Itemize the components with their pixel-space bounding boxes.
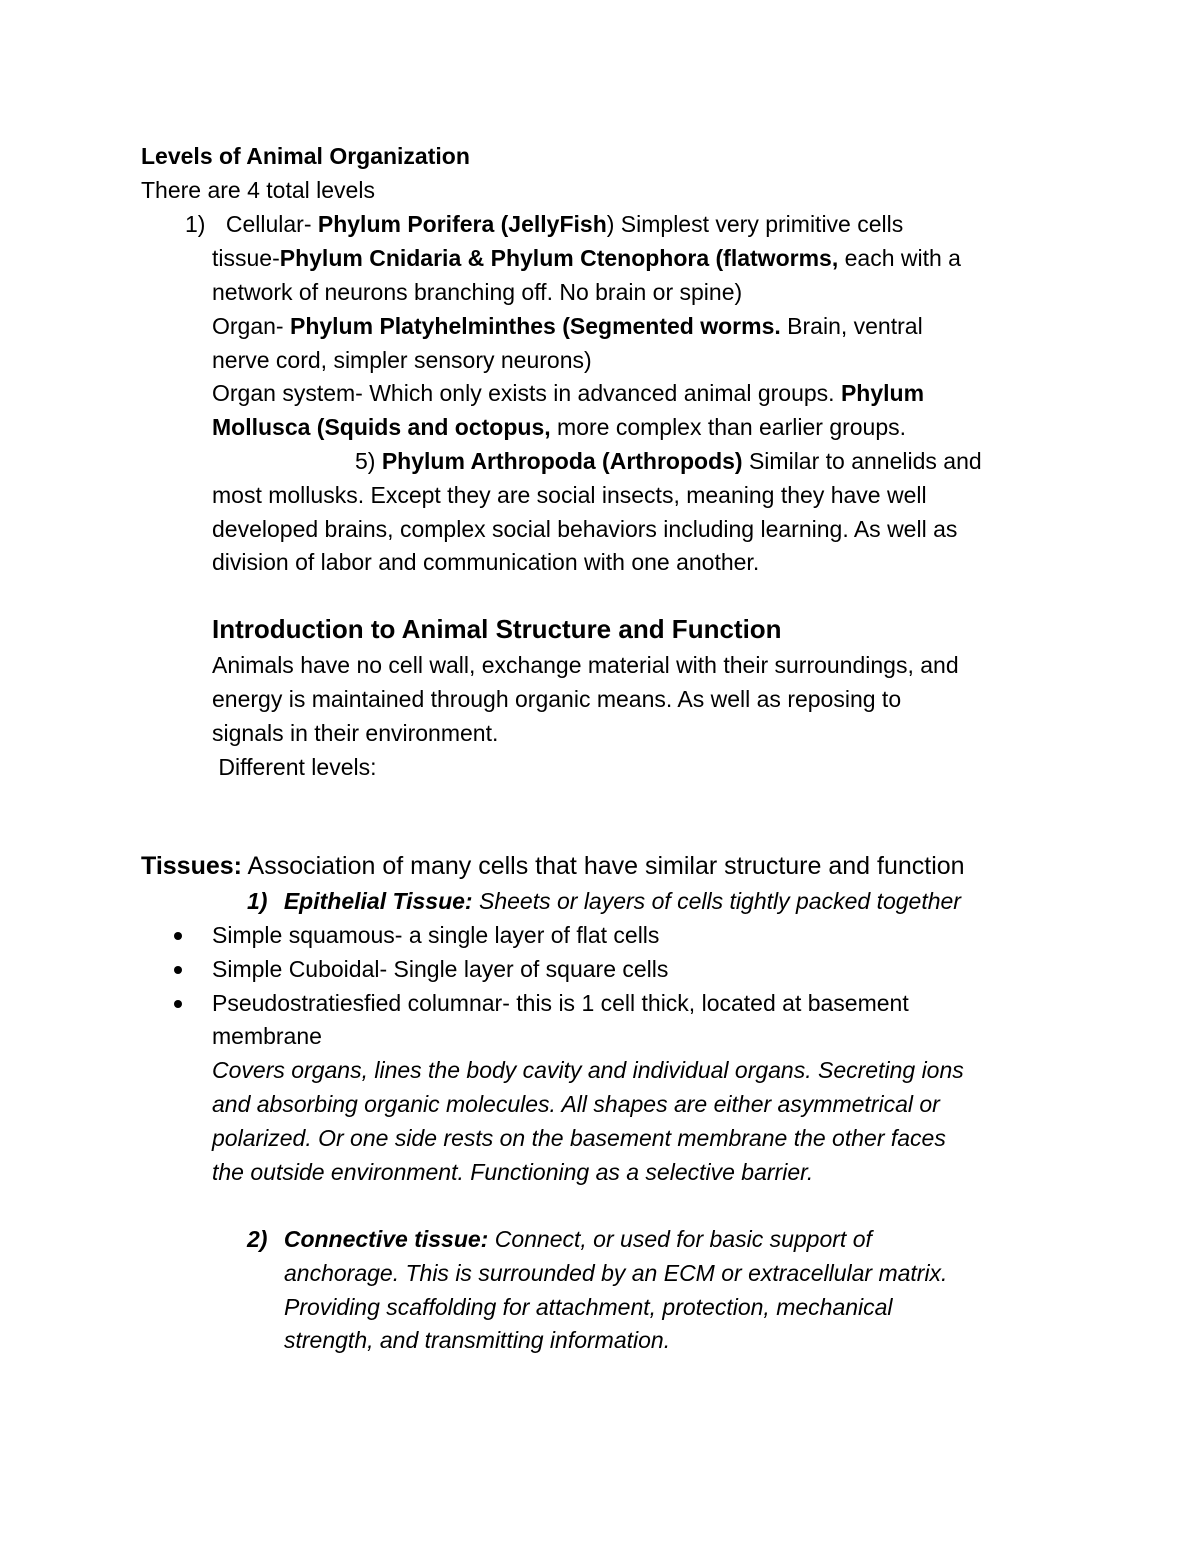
- paragraph-line: network of neurons branching off. No brain or spine): [212, 279, 743, 305]
- list-item-continuation: membrane: [212, 1023, 322, 1049]
- italic-paragraph-line: Providing scaffolding for attachment, protection, mechanical: [284, 1294, 893, 1320]
- connective-label: Connective tissue:: [283, 1226, 489, 1252]
- paragraph-line: developed brains, complex social behaviors including learning. As well as: [212, 516, 958, 542]
- text: Similar to annelids and: [742, 448, 982, 474]
- list-number: 2): [247, 1226, 268, 1252]
- bold-text: Phylum Porifera (JellyFish: [317, 211, 607, 237]
- paragraph-line: Animals have no cell wall, exchange material with their surroundings, and: [212, 652, 959, 678]
- bold-text: Phylum: [840, 380, 925, 406]
- bold-text: Phylum Arthropoda (Arthropods): [381, 448, 743, 474]
- italic-paragraph-line: strength, and transmitting information.: [284, 1327, 671, 1353]
- section-title-levels: Levels of Animal Organization: [141, 143, 470, 169]
- list-item: Simple Cuboidal- Single layer of square cells: [212, 956, 669, 982]
- italic-text: Sheets or layers of cells tightly packed together: [472, 888, 961, 914]
- italic-text: Connect, or used for basic support of: [488, 1226, 872, 1252]
- paragraph-line: signals in their environment.: [212, 720, 499, 746]
- paragraph-line: energy is maintained through organic means. As well as reposing to: [212, 686, 902, 712]
- italic-paragraph-line: Covers organs, lines the body cavity and individual organs. Secreting ions: [212, 1057, 964, 1083]
- text: Association of many cells that have similar structure and function: [241, 852, 965, 880]
- organ-system-line: [212, 378, 924, 408]
- paragraph-line: division of labor and communication with one another.: [212, 549, 760, 575]
- text: Organ-: [212, 313, 290, 339]
- text: Brain, ventral: [780, 313, 923, 339]
- italic-paragraph-line: anchorage. This is surrounded by an ECM or extracellular matrix.: [284, 1260, 948, 1286]
- text: tissue-: [212, 245, 280, 271]
- bold-text: Phylum Platyhelminthes (Segmented worms.: [289, 313, 781, 339]
- list-item: Pseudostratiesfied columnar- this is 1 cell thick, located at basement: [212, 990, 909, 1016]
- text: each with a: [838, 245, 961, 271]
- list-number: 5): [355, 448, 382, 474]
- list-number: 1): [185, 211, 206, 237]
- italic-paragraph-line: and absorbing organic molecules. All shapes are either asymmetrical or: [212, 1091, 940, 1117]
- levels-intro: There are 4 total levels: [141, 177, 375, 203]
- tissues-line: [141, 851, 965, 881]
- paragraph-line: most mollusks. Except they are social insects, meaning they have well: [212, 482, 927, 508]
- paragraph-line: Different levels:: [212, 754, 377, 780]
- epithelial-label: Epithelial Tissue:: [283, 888, 473, 914]
- list-item: Simple squamous- a single layer of flat cells: [212, 922, 660, 948]
- italic-paragraph-line: polarized. Or one side rests on the basement membrane the other faces: [212, 1125, 946, 1151]
- bullet-icon: [174, 1000, 182, 1008]
- organ-line: [212, 311, 923, 341]
- section-heading-intro: Introduction to Animal Structure and Function: [212, 614, 782, 644]
- bold-text: Mollusca (Squids and octopus,: [212, 414, 551, 440]
- bullet-icon: [174, 966, 182, 974]
- level-5-line: [355, 446, 982, 476]
- bullet-icon: [174, 932, 182, 940]
- tissue-line: [212, 243, 961, 273]
- paragraph-line: nerve cord, simpler sensory neurons): [212, 347, 592, 373]
- tissues-label: Tissues:: [141, 852, 242, 880]
- list-number: 1): [247, 888, 268, 914]
- text: ) Simplest very primitive cells: [606, 211, 904, 237]
- text: Cellular-: [225, 211, 318, 237]
- italic-paragraph-line: the outside environment. Functioning as a selective barrier.: [212, 1159, 814, 1185]
- text: more complex than earlier groups.: [550, 414, 907, 440]
- text: Organ system- Which only exists in advanced animal groups.: [212, 380, 841, 406]
- epithelial-line: [247, 886, 961, 916]
- mollusca-line: [212, 412, 906, 442]
- bold-text: Phylum Cnidaria & Phylum Ctenophora (flatworms,: [279, 245, 839, 271]
- connective-line: [247, 1224, 872, 1254]
- level-1-line: [185, 209, 903, 239]
